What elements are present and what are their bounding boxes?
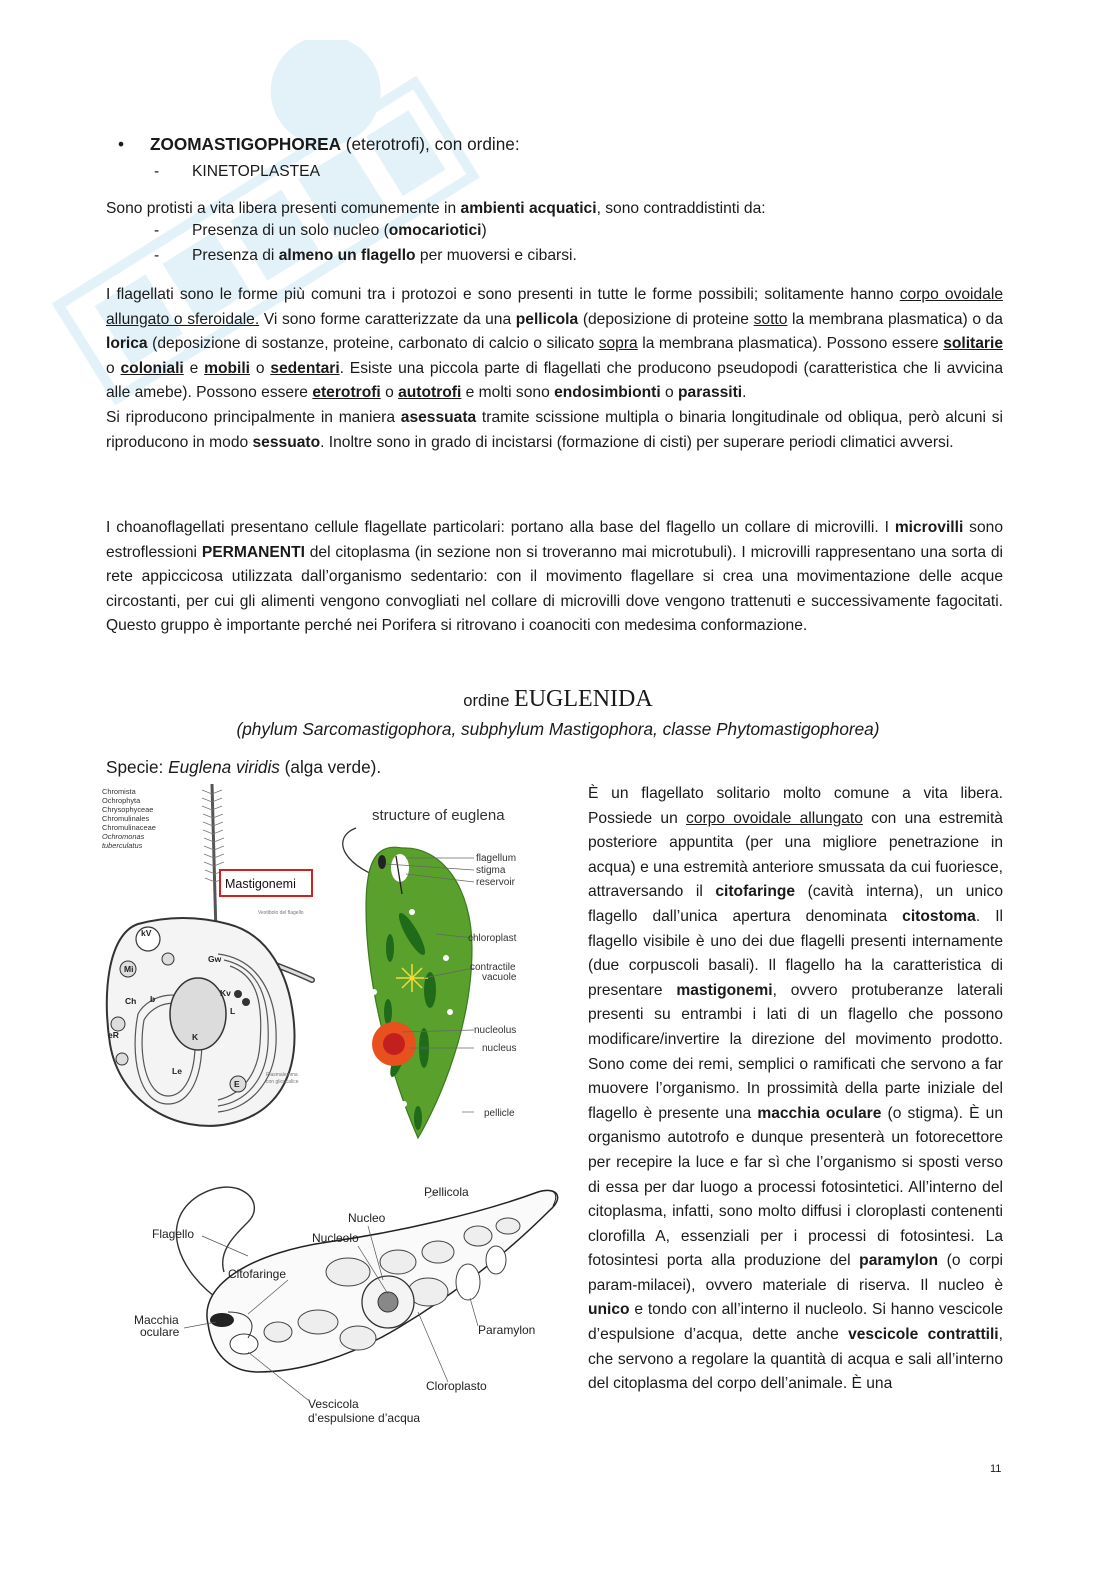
organelle-label: Le <box>172 1066 182 1076</box>
organelle-label: Gw <box>208 954 222 964</box>
taxonomy-line: Chromista <box>102 787 136 796</box>
bullet-dot-icon: • <box>118 134 125 154</box>
euglena-structure-title: structure of euglena <box>372 807 505 824</box>
drawing-label: Pellicola <box>424 1185 469 1199</box>
taxonomy-line: Ochromonas <box>102 832 145 841</box>
euglena-label: pellicle <box>484 1108 515 1119</box>
mastigonemi-label: Mastigonemi <box>225 877 296 891</box>
euglena-label: chloroplast <box>468 933 517 944</box>
dash-icon: - <box>154 163 160 180</box>
taxonomy-line: Chromulinaceae <box>102 823 156 832</box>
drawing-label: Paramylon <box>478 1323 536 1337</box>
euglena-labelled-drawing <box>98 1162 568 1434</box>
euglena-label: nucleus <box>482 1043 517 1054</box>
phylum-subtitle: (phylum Sarcomastigophora, subphylum Mastigophora, classe Phytomastigophorea) <box>236 719 880 739</box>
taxonomy-line: Chrysophyceae <box>102 805 154 814</box>
paragraph-flagellati: I flagellati sono le forme più comuni tra i protozoi e sono presenti in tutte le forme possibili; solitamente hanno corpo ovoidale allungato o sferoidale. Vi sono forme caratterizzate da una pellicola (deposizione di proteine sotto la membrana plasmatica) o da lorica (deposizione di sostanze, proteine, carbonato di calcio o silicato sopra la membrana plasmatica). Possono essere solitarie o coloniali e mobili o sedentari. Esiste una piccola parte di flagellati che producono pseudopodi (caratteristica che li avvicina alle amebe). Possono essere eterotrofi o autotrofi e molti sono endosimbionti o parassiti. Si riproducono principalmente in maniera asessuata tramite scissione multipla o binaria longitudinale od obliqua, però alcuni si riproducono in modo sessuato. Inoltre sono in grado di incistarsi (formazione di cisti) per superare periodi climatici avversi. <box>106 286 1003 451</box>
glicocalice-label: con glicocalice <box>266 1079 299 1085</box>
organelle-label: Ch <box>125 996 137 1006</box>
species-line: Specie: Euglena viridis (alga verde). <box>106 757 382 777</box>
bullet-title: ZOOMASTIGOPHOREA <box>150 134 341 154</box>
drawing-label: d’espulsione d’acqua <box>308 1411 421 1425</box>
taxonomy-line: tuberculatus <box>102 841 143 850</box>
euglena-label: vacuole <box>482 972 517 983</box>
intro-item-2: Presenza di almeno un flagello per muoversi e cibarsi. <box>192 247 577 264</box>
page-number: 11 <box>990 1463 1002 1475</box>
vestibolo-label: Vestibolo del flagello <box>258 910 304 916</box>
organelle-label: L <box>230 1006 236 1016</box>
euglena-label: flagellum <box>476 853 517 864</box>
drawing-label: Nucleo <box>348 1211 386 1225</box>
drawing-label: oculare <box>140 1325 180 1339</box>
drawing-label: Citofaringe <box>228 1267 287 1281</box>
euglena-label: contractile <box>470 962 516 973</box>
plasmalemma-label: Plasmalemma <box>266 1072 298 1078</box>
drawing-label: Nucleolo <box>312 1231 359 1245</box>
drawing-label: Macchia <box>134 1313 179 1327</box>
bullet-zoomastigophorea <box>118 134 520 155</box>
drawing-label: Cloroplasto <box>426 1379 487 1393</box>
taxonomy-line: Ochrophyta <box>102 796 141 805</box>
intro-line: Sono protisti a vita libera presenti comunemente in ambienti acquatici, sono contraddistinti da: <box>106 200 766 217</box>
taxonomy-line: Chromulinales <box>102 814 150 823</box>
paragraph-choanoflagellati: I choanoflagellati presentano cellule flagellate particolari: portano alla base del flagello un collare di microvilli. I microvilli sono estroflessioni PERMANENTI del citoplasma (in sezione non si troveranno mai microtubuli). I microvilli rappresentano una sorta di rete appiccicosa utilizzata dall’organismo sedentario: con il movimento flagellare si crea una movimentazione delle acque circostanti, per cui gli alimenti vengono convogliati nel collare di microvilli dove vengono trattenuti e successivamente fagocitati. Questo gruppo è importante perché nei Porifera si ritrovano i coanociti con medesima conformazione. <box>106 519 1003 635</box>
euglena-description: È un flagellato solitario molto comune a vita libera. Possiede un corpo ovoidale allungato con una estremità posteriore appuntita (per una migliore penetrazione in acqua) e una estremità anteriore smussata da cui fuoriesce, attraversando il citofaringe (cavità interna), un unico flagello dall’unica apertura denominata citostoma. Il flagello visibile è uno dei due flagelli presenti internamente (due corpuscoli basali). Il flagello ha la caratteristica di presentare mastigonemi, ovvero protuberanze laterali presenti su entrambi i lati di un flagello che possono modificare/invertire la direzione del movimento prodotto. Sono come dei remi, semplici o ramificati che servono a far muovere l’organismo. In prossimità della parte iniziale del flagello è presente una macchia oculare (o stigma). È un organismo autotrofo e dunque presenterà un fotorecettore per recepire la luce e far sì che l’organismo si sposti verso di essa per dar luogo a processi fotosintetici. All’interno del citoplasma, infatti, sono molto diffusi i cloroplasti contenenti clorofilla A, essenziali per i processi di fotosintesi. La fotosintesi porta alla produzione del paramylon (o corpi param-milacei), ovvero materiale di riserva. Il nucleo è unico e tondo con all’interno il nucleolo. Si hanno vescicole d’espulsione d’acqua, dette anche vescicole contrattili, che servono a regolare la quantità di acqua e sali all’interno del citoplasma del corpo dell’animale. È una <box>588 785 1003 1393</box>
order-title: ordine EUGLENIDA <box>463 686 653 712</box>
organelle-label: K <box>192 1032 199 1042</box>
drawing-label: Flagello <box>152 1227 195 1241</box>
organelle-label: b <box>150 994 156 1004</box>
ochromonas-ultrastructure-figure <box>98 784 318 1136</box>
organelle-label: Kv <box>220 988 231 998</box>
euglena-label: nucleolus <box>474 1025 517 1036</box>
dash-icon: - <box>154 222 160 239</box>
sub-item-kinetoplastea: KINETOPLASTEA <box>192 163 320 180</box>
euglena-label: stigma <box>476 865 506 876</box>
drawing-label: Vescicola <box>308 1397 359 1411</box>
euglena-label: reservoir <box>476 877 515 888</box>
organelle-label: Mi <box>124 964 134 974</box>
euglena-structure-figure <box>332 798 532 1144</box>
dash-icon: - <box>154 247 160 264</box>
intro-item-1: Presenza di un solo nucleo (omocariotici) <box>192 222 487 239</box>
organelle-label: kV <box>141 928 152 938</box>
organelle-label: E <box>234 1079 240 1089</box>
bullet-rest: (eterotrofi), con ordine: <box>340 134 520 154</box>
organelle-label: eR <box>108 1030 119 1040</box>
